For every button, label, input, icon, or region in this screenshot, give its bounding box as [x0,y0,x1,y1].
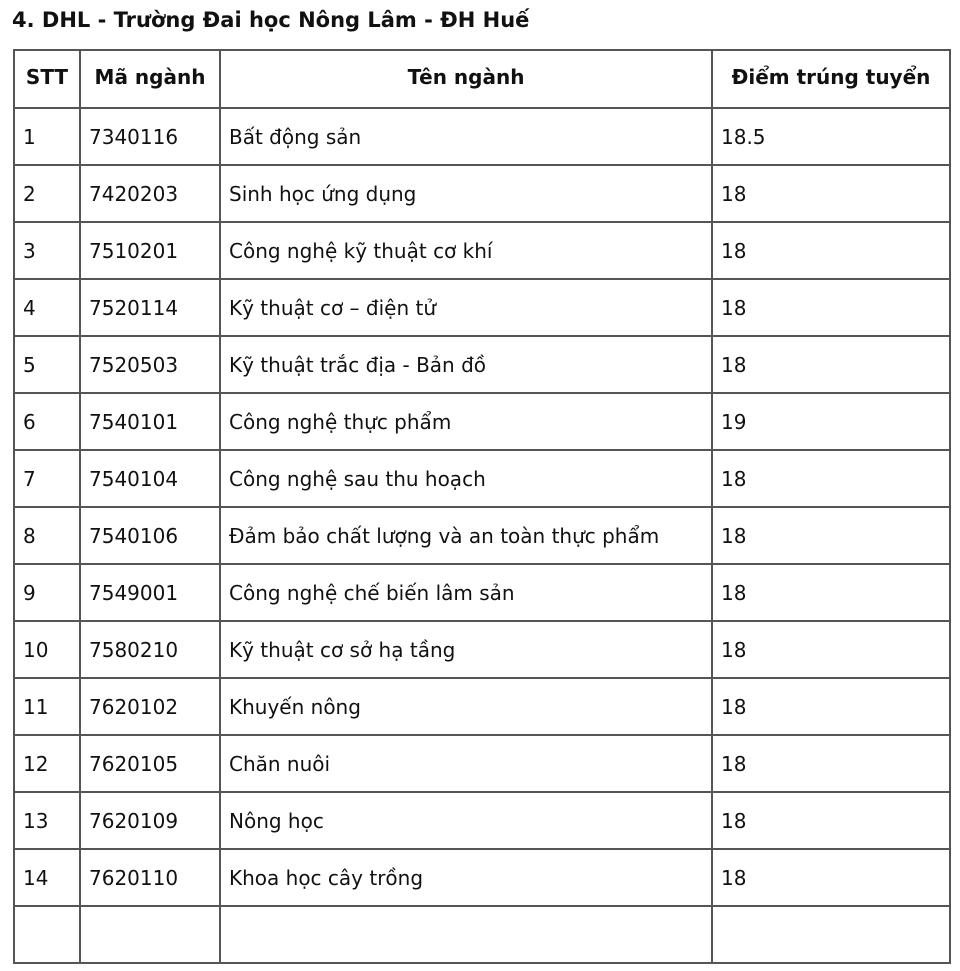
table-row [14,450,950,507]
cell-major-name: Công nghệ chế biến lâm sản [220,564,712,621]
cell-stt: 10 [14,621,80,678]
cell-score: 18 [712,336,950,393]
table-row [14,564,950,621]
table-row [14,621,950,678]
cell-major-code: 7620109 [80,792,220,849]
cell-major-code: 7620110 [80,849,220,906]
table-row [14,849,950,906]
cell-score: 18 [712,678,950,735]
table-row [14,222,950,279]
cell-major-name: Kỹ thuật cơ – điện tử [220,279,712,336]
cell-stt: 5 [14,336,80,393]
cell-major-name: Công nghệ sau thu hoạch [220,450,712,507]
cell-major-code: 7620105 [80,735,220,792]
cell-score: 18 [712,735,950,792]
cell-major-code: 7540101 [80,393,220,450]
cell-stt: 4 [14,279,80,336]
table-row [14,279,950,336]
cell-major-name: Bất động sản [220,108,712,165]
cell-score: 18 [712,564,950,621]
table-row [14,906,950,963]
table-row [14,792,950,849]
cell-major-code: 7549001 [80,564,220,621]
table-row [14,165,950,222]
table-row [14,678,950,735]
cell-major-name: Khoa học cây trồng [220,849,712,906]
cell-score: 18 [712,450,950,507]
table-row [14,108,950,165]
cell-major-code: 7510201 [80,222,220,279]
cell-major-name: Đảm bảo chất lượng và an toàn thực phẩm [220,507,712,564]
table-row [14,336,950,393]
table-row [14,507,950,564]
cell-major-code: 7520503 [80,336,220,393]
cell-score: 18 [712,222,950,279]
cell-stt: 1 [14,108,80,165]
table-row [14,735,950,792]
document-title: 4. DHL - Trường Đai học Nông Lâm - ĐH Huế [12,8,530,32]
cell-score: 18 [712,507,950,564]
cell-stt: 14 [14,849,80,906]
cell-major-code [80,906,220,963]
cell-major-code: 7340116 [80,108,220,165]
cell-stt: 3 [14,222,80,279]
cell-score: 18 [712,792,950,849]
cell-major-name: Nông học [220,792,712,849]
cell-major-code: 7540104 [80,450,220,507]
cell-major-name [220,906,712,963]
cell-score: 19 [712,393,950,450]
cell-score: 18 [712,849,950,906]
cell-score: 18 [712,165,950,222]
cell-stt: 11 [14,678,80,735]
cell-major-name: Chăn nuôi [220,735,712,792]
cell-stt: 8 [14,507,80,564]
cell-stt: 6 [14,393,80,450]
cell-score [712,906,950,963]
cell-major-name: Sinh học ứng dụng [220,165,712,222]
cell-major-name: Công nghệ kỹ thuật cơ khí [220,222,712,279]
cell-score: 18 [712,279,950,336]
cell-major-code: 7420203 [80,165,220,222]
header-stt: STT [14,50,80,108]
cell-major-code: 7620102 [80,678,220,735]
table-row [14,393,950,450]
cell-major-name: Kỹ thuật cơ sở hạ tầng [220,621,712,678]
cell-major-name: Công nghệ thực phẩm [220,393,712,450]
cell-stt: 9 [14,564,80,621]
cell-major-code: 7520114 [80,279,220,336]
header-admission-score: Điểm trúng tuyển [712,50,950,108]
header-major-code: Mã ngành [80,50,220,108]
cell-major-name: Kỹ thuật trắc địa - Bản đồ [220,336,712,393]
cell-stt: 2 [14,165,80,222]
cell-stt [14,906,80,963]
cell-score: 18 [712,621,950,678]
admission-scores-table [13,49,951,964]
cell-major-code: 7540106 [80,507,220,564]
cell-stt: 7 [14,450,80,507]
cell-stt: 13 [14,792,80,849]
cell-major-name: Khuyến nông [220,678,712,735]
header-major-name: Tên ngành [220,50,712,108]
cell-score: 18.5 [712,108,950,165]
table-header-row [14,50,950,108]
cell-major-code: 7580210 [80,621,220,678]
cell-stt: 12 [14,735,80,792]
